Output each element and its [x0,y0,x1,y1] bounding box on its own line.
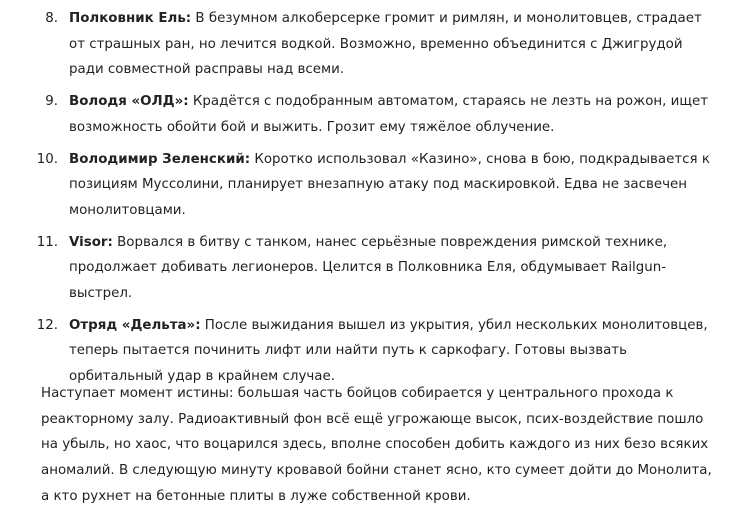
list-item [0,313,736,390]
character-name: Полковник Ель [69,11,186,26]
name-colon: : [185,11,192,26]
item-description: Крадётся с подобранным автоматом, стараясь не лезть на рожон, ищет возможность обойти бой и выжить. Грозит ему тяжёлое облучение. [69,94,709,135]
summary-paragraph: Наступает момент истины: большая часть бойцов собирается у центрального прохода к реакторному залу. Радиоактивный фон всё ещё угрожающе высок, псих-воздействие пошло на убыль, но хаос, что воцарился здесь, вполне способен добить каждого из них безо всяких аномалий. В следующую минуту кровавой бойни станет ясно, кто сумеет дойти до Монолита, а кто рухнет на бетонные плиты в луже собственной крови. [41,386,712,504]
item-description: После выжидания вышел из укрытия, убил нескольких монолитовцев, теперь пытается починить лифт или найти путь к саркофагу. Готовы вызвать орбитальный удар в крайнем случае. [69,317,708,385]
list-item [0,89,736,140]
item-description: В безумном алкоберсерке громит и римлян, и монолитовцев, страдает от страшных ран, но лечится водкой. Возможно, временно объединится с Джигрудой ради совместной расправы над всеми. [69,11,702,78]
list-item [0,230,736,307]
name-colon: : [107,234,113,250]
numbered-list [0,6,736,396]
name-colon: : [183,94,189,110]
character-name: Володимир Зеленский [69,151,245,167]
list-item-body [69,230,719,307]
list-number: 10. [36,151,58,167]
list-number: 9. [45,94,58,110]
list-number: 11. [36,234,58,250]
character-name: Visor [69,234,108,250]
item-description: Коротко использовал «Казино», снова в бою, подкрадывается к позициям Муссолини, планирует внезапную атаку под маскировкой. Едва не засвечен монолитовцами. [69,151,710,218]
name-colon: : [195,317,201,333]
list-item [0,6,736,83]
list-number: 8. [45,11,58,26]
list-item-body [69,313,719,390]
list-item-body [69,147,719,224]
list-item [0,147,736,224]
list-number: 12. [36,317,58,333]
name-colon: : [244,151,251,167]
list-item-body [69,89,719,140]
list-item-body [69,6,719,83]
character-name: Володя «ОЛД» [69,94,184,110]
item-description: Ворвался в битву с танком, нанес серьёзные повреждения римской технике, продолжает добивать легионеров. Целится в Полковника Еля, обдумывает Railgun-выстрел. [69,234,668,302]
character-name: Отряд «Дельта» [69,317,196,333]
